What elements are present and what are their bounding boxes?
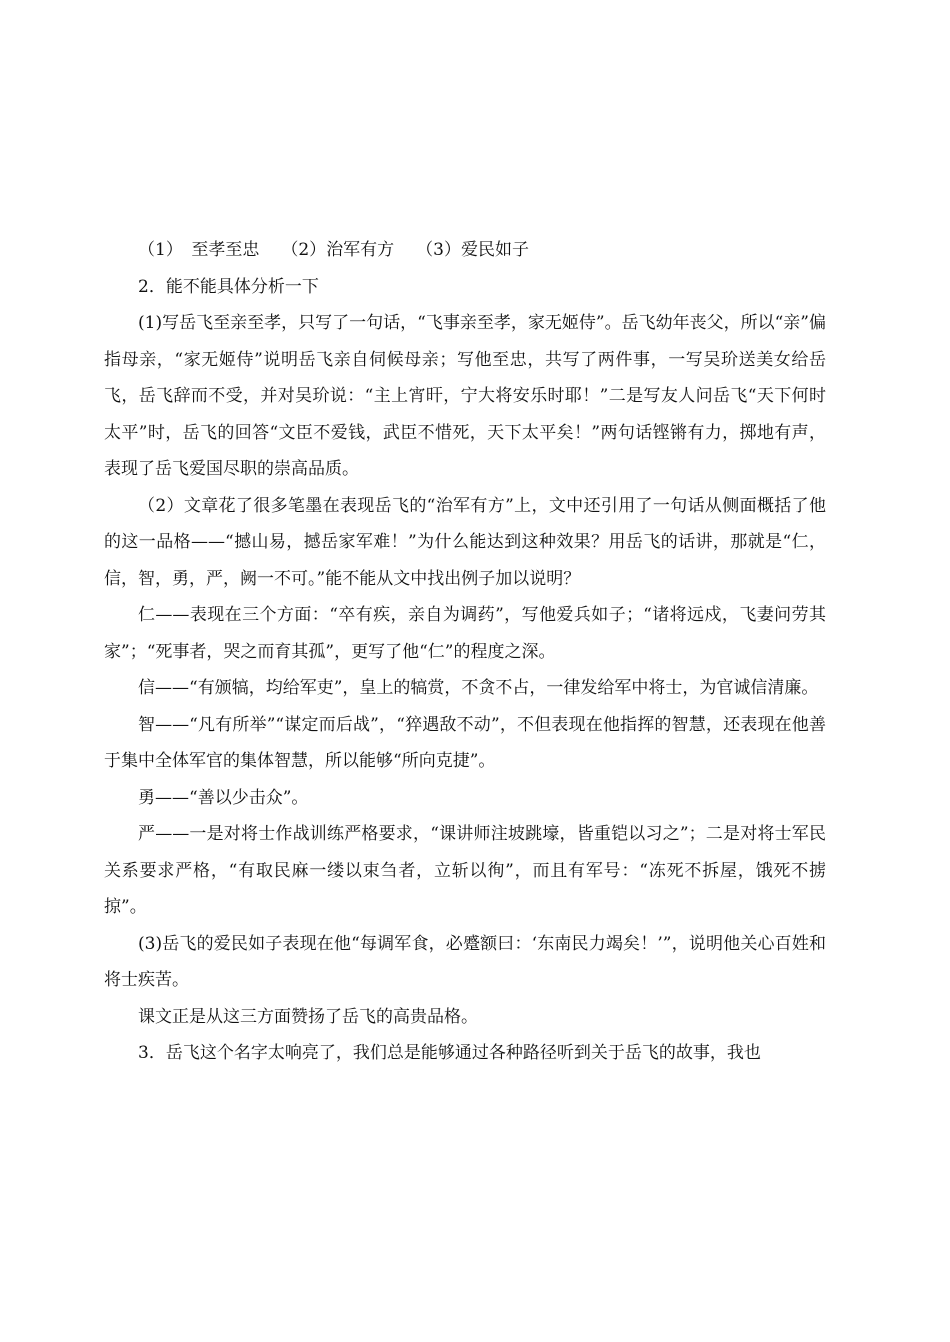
paragraph-trust: 信——“有颁犒，均给军吏”，皇上的犒赏，不贪不占，一律发给军中将士，为官诚信清廉。 <box>138 678 819 698</box>
trait-item-3: （3）爱民如子 <box>416 240 529 260</box>
question-2-heading: 2．能不能具体分析一下 <box>138 276 319 297</box>
paragraph-summary: 课文正是从这三方面赞扬了岳飞的高贵品格。 <box>138 1006 478 1027</box>
paragraph-courage: 勇——“善以少击众”。 <box>138 787 309 808</box>
paragraph-strictness: 严——一是对将士作战训练严格要求，“课讲师注坡跳壕，皆重铠以习之”；二是对将士军民关系要求严格，“有取民麻一缕以束刍者，立斩以徇”，而且有军号：“冻死不拆屋，饿死不掳掠”。 <box>104 824 826 917</box>
paragraph-wisdom: 智——“凡有所举”“谋定而后战”，“猝遇敌不动”，不但表现在他指挥的智慧，还表现在他善于集中全体军官的集体智慧，所以能够“所向克捷”。 <box>104 714 826 771</box>
traits-summary-line <box>104 232 826 269</box>
paragraph-army-management: （2）文章花了很多笔墨在表现岳飞的“治军有方”上，文中还引用了一句话从侧面概括了他的这一品格——“撼山易，撼岳家军难！”为什么能达到这种效果？用岳飞的话讲，那就是“仁，信，智，勇，严，阙一不可。”能不能从文中找出例子加以说明？ <box>104 495 826 589</box>
paragraph-love-people: (3)岳飞的爱民如子表现在他“每调军食，必蹙额曰：‘东南民力竭矣！’”，说明他关心百姓和将士疾苦。 <box>104 933 826 990</box>
paragraph-filial-loyal: (1)写岳飞至亲至孝，只写了一句话，“飞事亲至孝，家无姬侍”。岳飞幼年丧父，所以“亲”偏指母亲，“家无姬侍”说明岳飞亲自伺候母亲；写他至忠，共写了两件事，一写吴玠送美女给岳飞，岳飞辞而不受，并对吴玠说：“主上宵旰，宁大将安乐时耶！”二是写友人问岳飞“天下何时太平”时，岳飞的回答“文臣不爱钱，武臣不惜死，天下太平矣！”两句话铿锵有力，掷地有声，表现了岳飞爱国尽职的崇高品质。 <box>104 313 826 479</box>
document-body <box>104 232 826 1072</box>
trait-item-2: （2）治军有方 <box>281 240 395 260</box>
trait-item-1: （1） 至孝至忠 <box>138 240 260 260</box>
paragraph-benevolence: 仁——表现在三个方面：“卒有疾，亲自为调药”，写他爱兵如子；“诸将远戍，飞妻问劳其家”；“死事者，哭之而育其孤”，更写了他“仁”的程度之深。 <box>104 605 826 662</box>
question-3-start: 3．岳飞这个名字太响亮了，我们总是能够通过各种路径听到关于岳飞的故事，我也 <box>138 1043 761 1063</box>
